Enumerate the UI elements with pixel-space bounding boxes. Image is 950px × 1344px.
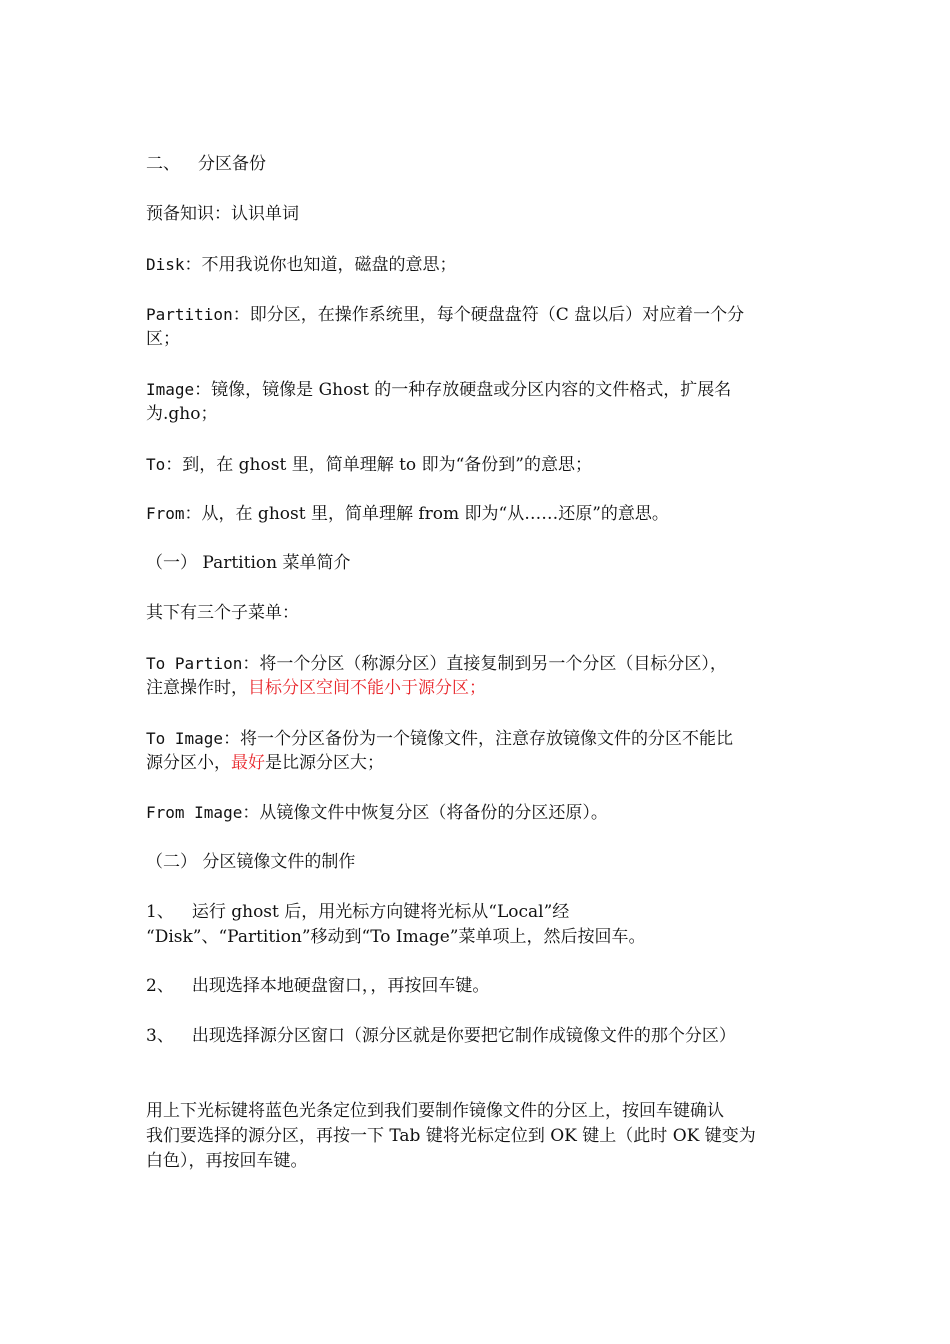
highlight-text: 最好 bbox=[231, 753, 265, 773]
step-1-cont: “Disk”、“Partition”移动到“To Image”菜单项上，然后按回车。 bbox=[146, 927, 646, 947]
subsection-title-2: （二） 分区镜像文件的制作 bbox=[146, 852, 356, 872]
menu-to-image: To Image：将一个分区备份为一个镜像文件，注意存放镜像文件的分区不能比 bbox=[146, 729, 734, 749]
menu-to-partion-cont: 注意操作时，目标分区空间不能小于源分区； bbox=[146, 678, 486, 698]
word-disk: Disk：不用我说你也知道，磁盘的意思； bbox=[146, 255, 457, 275]
submenu-intro: 其下有三个子菜单： bbox=[146, 603, 299, 623]
warning-text: 目标分区空间不能小于源分区； bbox=[248, 678, 486, 698]
word-partition-cont: 区； bbox=[146, 329, 180, 349]
section-title: 二、 分区备份 bbox=[146, 154, 266, 174]
intro-line: 预备知识：认识单词 bbox=[146, 204, 299, 224]
word-to: To：到，在 ghost 里，简单理解 to 即为“备份到”的意思； bbox=[146, 455, 592, 475]
word-image: Image：镜像，镜像是 Ghost 的一种存放硬盘或分区内容的文件格式，扩展名 bbox=[146, 380, 732, 400]
word-partition: Partition：即分区，在操作系统里，每个硬盘盘符（C 盘以后）对应着一个分 bbox=[146, 305, 745, 325]
step-1: 1、 运行 ghost 后，用光标方向键将光标从“Local”经 bbox=[146, 902, 570, 922]
menu-to-partion: To Partion：将一个分区（称源分区）直接复制到另一个分区（目标分区）， bbox=[146, 654, 727, 674]
final-paragraph-line-3: 白色），再按回车键。 bbox=[146, 1151, 308, 1171]
step-3: 3、 出现选择源分区窗口（源分区就是你要把它制作成镜像文件的那个分区） bbox=[146, 1026, 736, 1046]
step-2: 2、 出现选择本地硬盘窗口，，再按回车键。 bbox=[146, 976, 490, 996]
menu-from-image: From Image：从镜像文件中恢复分区（将备份的分区还原）。 bbox=[146, 803, 608, 823]
subsection-title-1: （一） Partition 菜单简介 bbox=[146, 553, 351, 573]
final-paragraph-line-2: 我们要选择的源分区，再按一下 Tab 键将光标定位到 OK 键上（此时 OK 键变为 bbox=[146, 1126, 756, 1146]
menu-to-image-cont: 源分区小，最好是比源分区大； bbox=[146, 753, 384, 773]
final-paragraph-line-1: 用上下光标键将蓝色光条定位到我们要制作镜像文件的分区上，按回车键确认 bbox=[146, 1101, 724, 1121]
word-image-cont: 为.gho； bbox=[146, 404, 218, 424]
word-from: From：从，在 ghost 里，简单理解 from 即为“从……还原”的意思。 bbox=[146, 504, 669, 524]
